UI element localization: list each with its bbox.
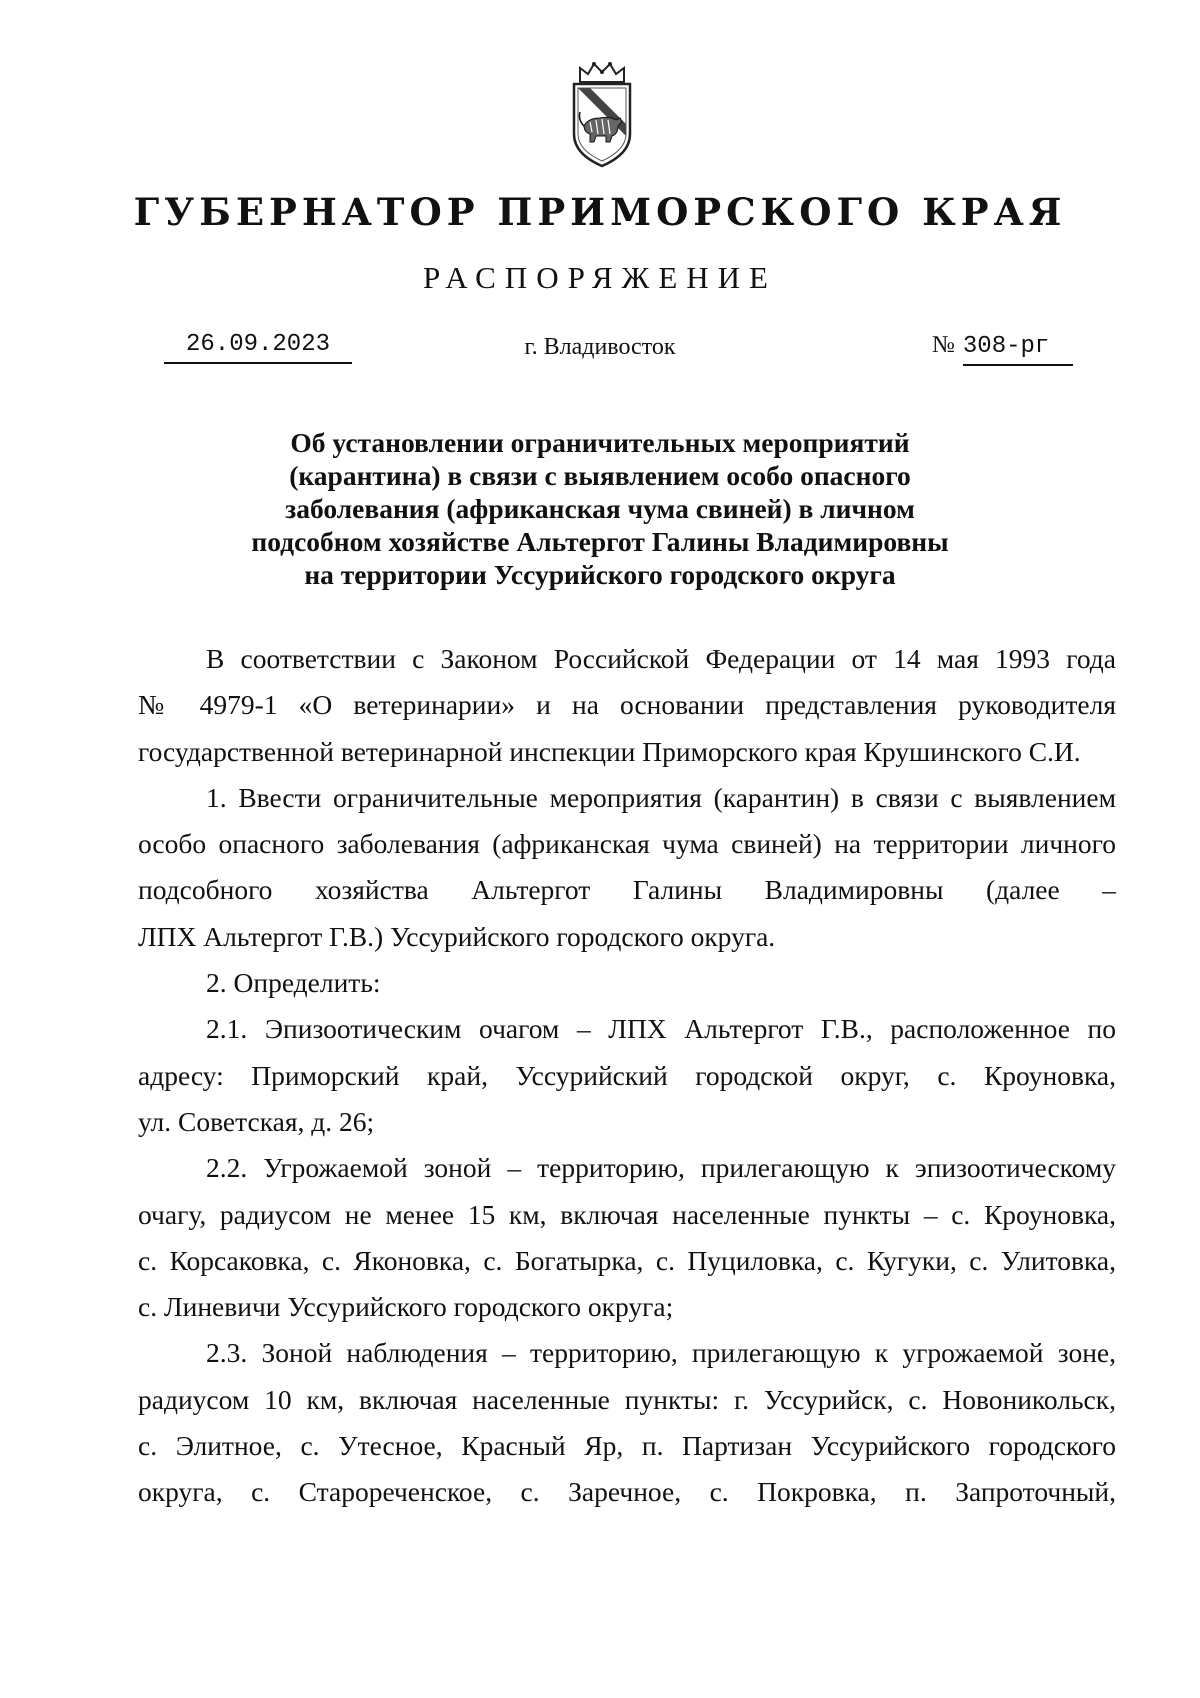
body-line: с. Элитное, с. Утесное, Красный Яр, п. Партизан Уссурийского городского [138,1430,1116,1462]
body-line: В соответствии с Законом Российской Федерации от 14 мая 1993 года [206,643,1116,674]
body-line: ЛПХ Альтергот Г.В.) Уссурийского городского округа. [138,920,776,952]
subject-line: заболевания (африканская чума свиней) в личном [285,493,915,524]
document-city: г. Владивосток [524,334,676,360]
body-line: № 4979-1 «О ветеринарии» и на основании представления руководителя [138,689,1116,721]
subject-line: (карантина) в связи с выявлением особо опасного [289,460,911,491]
document-type: РАСПОРЯЖЕНИЕ [423,260,777,295]
body-line: 1. Ввести ограничительные мероприятия (карантин) в связи с выявлением [206,781,1116,813]
subject-line: на территории Уссурийского городского округа [304,559,896,590]
body-line: 2.2. Угрожаемой зоной – территорию, прилегающую к эпизоотическому [206,1152,1116,1184]
body-line: адресу: Приморский край, Уссурийский городской округ, с. Кроуновка, [138,1059,1116,1091]
body-line: очагу, радиусом не менее 15 км, включая населенные пункты – с. Кроуновка, [138,1198,1116,1230]
body-line: ул. Советская, д. 26; [138,1105,375,1137]
document-date: 26.09.2023 [164,328,352,364]
body-line: с. Линевичи Уссурийского городского округа; [138,1291,674,1323]
document-number: 308-рг [963,330,1073,366]
subject-line: подсобном хозяйстве Альтергот Галины Владимировны [251,526,949,557]
body-line: с. Корсаковка, с. Яконовка, с. Богатырка, с. Пуциловка, с. Кугуки, с. Улитовка, [138,1244,1116,1276]
body-line: государственной ветеринарной инспекции Приморского края Крушинского С.И. [138,735,1081,767]
subject-line: Об установлении ограничительных мероприятий [290,427,910,458]
primorye-coat-of-arms-icon [566,60,638,170]
body-line: 2.1. Эпизоотическим очагом – ЛПХ Альтергот Г.В., расположенное по [206,1013,1116,1045]
document-body [138,636,1116,1516]
document-number-block [932,328,1092,366]
body-line: округа, с. Старореченское, с. Заречное, с. Покровка, п. Запроточный, [138,1476,1116,1508]
body-line: подсобного хозяйства Альтергот Галины Владимировны (далее – [138,874,1116,906]
authority-title: ГУБЕРНАТОР ПРИМОРСКОГО КРАЯ [133,190,1067,234]
body-line: радиусом 10 км, включая населенные пункты: г. Уссурийск, с. Новоникольск, [138,1383,1116,1415]
document-subject [200,426,1000,591]
body-line: особо опасного заболевания (африканская чума свиней) на территории личного [138,828,1116,860]
number-label: № [932,332,955,358]
body-line: 2.3. Зоной наблюдения – территорию, прилегающую к угрожаемой зоне, [206,1337,1116,1369]
body-line: 2. Определить: [206,967,381,999]
